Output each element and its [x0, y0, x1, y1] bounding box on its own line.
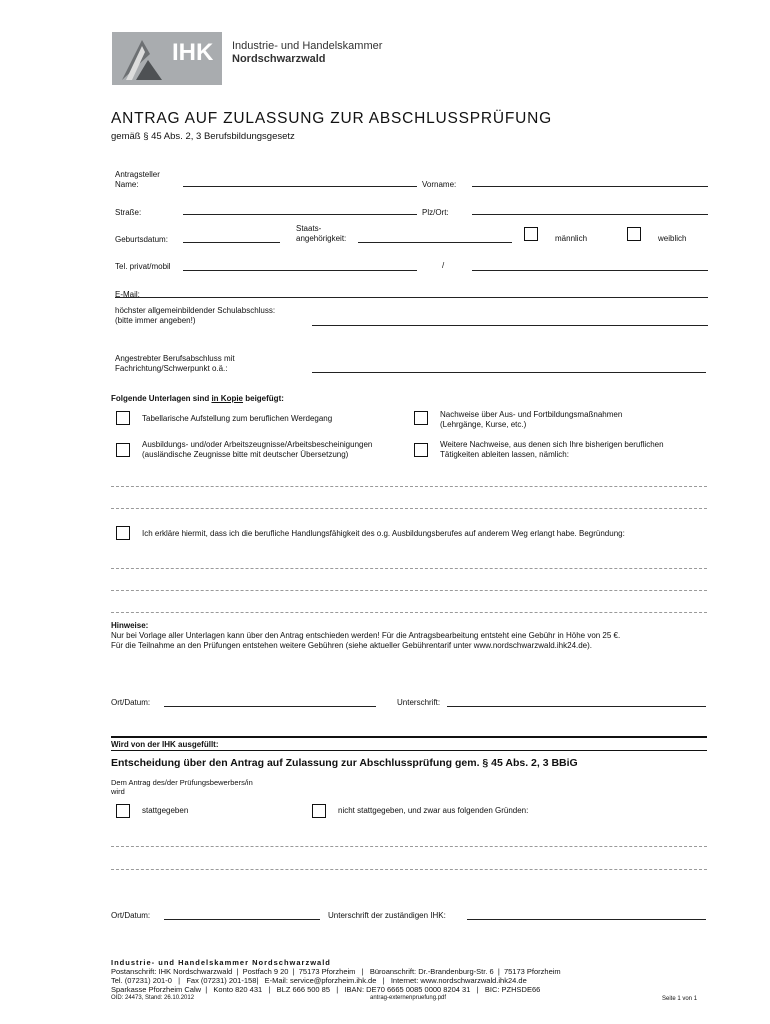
place-date-label: Ort/Datum:	[111, 698, 151, 707]
ihk-logo	[112, 32, 222, 85]
email-label: E-Mail:	[115, 290, 140, 299]
nationality-label-2: angehörigkeit:	[296, 234, 347, 243]
reason-line-2[interactable]	[111, 590, 707, 591]
zip-city-field[interactable]	[472, 214, 708, 215]
female-checkbox[interactable]	[627, 227, 641, 241]
street-field[interactable]	[183, 214, 417, 215]
signature-label: Unterschrift:	[397, 698, 441, 707]
firstname-label: Vorname:	[422, 180, 457, 189]
training-proof-label-2: (Lehrgänge, Kurse, etc.)	[440, 420, 527, 429]
nationality-label-1: Staats-	[296, 224, 322, 233]
email-field[interactable]	[115, 297, 708, 298]
rejected-label: nicht stattgegeben, und zwar aus folgenden Gründen:	[338, 806, 529, 815]
reason-line-3[interactable]	[111, 612, 707, 613]
ihk-place-date-label: Ort/Datum:	[111, 911, 151, 920]
ihk-signature-field[interactable]	[467, 919, 706, 920]
footer-line-3: Sparkasse Pforzheim Calw | Konto 820 431 | BLZ 666 500 85 | IBAN: DE70 6665 0085 0000 8204 31 | BIC: PZHSDE66	[111, 985, 541, 994]
certificates-checkbox[interactable]	[116, 443, 130, 457]
notes-line-1: Nur bei Vorlage aller Unterlagen kann über den Antrag entschieden werden! Für die Antragsbearbeitung entsteht eine Gebühr in Höhe von 25 €.	[111, 631, 621, 640]
approved-checkbox[interactable]	[116, 804, 130, 818]
decision-sub-1: Dem Antrag des/der Prüfungsbewerbers/in	[111, 778, 253, 787]
footer-line-1: Postanschrift: IHK Nordschwarzwald | Postfach 9 20 | 75173 Pforzheim | Büroanschrift: Dr.-Brandenburg-Str. 6 | 75173 Pforzheim	[111, 967, 561, 976]
profession-field[interactable]	[312, 372, 706, 373]
page-title: ANTRAG AUF ZULASSUNG ZUR ABSCHLUSSPRÜFUNG	[111, 110, 553, 127]
birthdate-field[interactable]	[183, 242, 280, 243]
ihk-section-heading: Wird von der IHK ausgefüllt:	[111, 740, 219, 749]
profession-label-1: Angestrebter Berufsabschluss mit	[115, 354, 235, 363]
cv-label: Tabellarische Aufstellung zum beruflichen Werdegang	[142, 414, 333, 423]
phone-separator: /	[442, 261, 445, 270]
mountain-logo-icon	[112, 32, 172, 85]
attachments-heading-post: beigefügt:	[243, 394, 284, 403]
page-subtitle: gemäß § 45 Abs. 2, 3 Berufsbildungsgesetz	[111, 131, 295, 142]
further-proof-checkbox[interactable]	[414, 443, 428, 457]
footer-page-number: Seite 1 von 1	[662, 996, 698, 1002]
nationality-field[interactable]	[358, 242, 512, 243]
rejection-reason-line-1[interactable]	[111, 846, 707, 847]
school-label-1: höchster allgemeinbildender Schulabschluss:	[115, 306, 276, 315]
rejected-checkbox[interactable]	[312, 804, 326, 818]
signature-field[interactable]	[447, 706, 706, 707]
footer-line-2: Tel. (07231) 201-0 | Fax (07231) 201-158| E-Mail: service@pforzheim.ihk.de | Internet: www.nordschwarzwald.ihk24.de	[111, 976, 527, 985]
school-label-2: (bitte immer angeben!)	[115, 316, 196, 325]
ihk-place-date-field[interactable]	[164, 919, 320, 920]
footer-filename: antrag-externenpruefung.pdf	[370, 995, 447, 1001]
applicant-heading: Antragsteller	[115, 170, 160, 179]
training-proof-checkbox[interactable]	[414, 411, 428, 425]
further-proof-label-1: Weitere Nachweise, aus denen sich Ihre bisherigen beruflichen	[440, 440, 664, 449]
further-proof-line-1[interactable]	[111, 486, 707, 487]
ihk-section-divider	[111, 736, 707, 738]
attachments-heading	[111, 394, 284, 404]
male-label: männlich	[555, 234, 588, 243]
approved-label: stattgegeben	[142, 806, 189, 815]
attachments-heading-pre: Folgende Unterlagen sind	[111, 394, 212, 403]
footer-org: Industrie- und Handelskammer Nordschwarzwald	[111, 958, 331, 967]
birthdate-label: Geburtsdatum:	[115, 235, 168, 244]
attachments-heading-underlined: in Kopie	[211, 394, 244, 403]
notes-line-2: Für die Teilnahme an den Prüfungen entstehen weitere Gebühren (siehe aktueller Gebührentarif unter www.nordschwarzwald.ihk24.de).	[111, 641, 593, 650]
declaration-text: Ich erkläre hiermit, dass ich die berufliche Handlungsfähigkeit des o.g. Ausbildungsberufes auf anderem Weg erlangt habe. Begründung:	[142, 529, 625, 538]
street-label: Straße:	[115, 208, 142, 217]
reason-line-1[interactable]	[111, 568, 707, 569]
decision-title: Entscheidung über den Antrag auf Zulassung zur Abschlussprüfung gem. § 45 Abs. 2, 3 BBiG	[111, 757, 578, 769]
training-proof-label-1: Nachweise über Aus- und Fortbildungsmaßnahmen	[440, 410, 623, 419]
decision-sub-2: wird	[111, 787, 125, 796]
ihk-signature-label: Unterschrift der zuständigen IHK:	[328, 911, 446, 920]
declaration-checkbox[interactable]	[116, 526, 130, 540]
logo-abbr: IHK	[172, 39, 214, 66]
logo-line1: Industrie- und Handelskammer	[232, 40, 383, 52]
profession-label-2: Fachrichtung/Schwerpunkt o.ä.:	[115, 364, 228, 373]
name-label: Name:	[115, 180, 139, 189]
zip-label: Plz/Ort:	[422, 208, 449, 217]
phone-label: Tel. privat/mobil	[115, 262, 171, 271]
phone-field[interactable]	[183, 270, 417, 271]
ihk-heading-divider	[111, 750, 707, 751]
certificates-label-1: Ausbildungs- und/oder Arbeitszeugnisse/Arbeitsbescheinigungen	[142, 440, 373, 449]
firstname-field[interactable]	[472, 186, 708, 187]
place-date-field[interactable]	[164, 706, 376, 707]
mobile-field[interactable]	[472, 270, 708, 271]
name-field[interactable]	[183, 186, 417, 187]
logo-line2: Nordschwarzwald	[232, 53, 326, 65]
further-proof-line-2[interactable]	[111, 508, 707, 509]
female-label: weiblich	[658, 234, 687, 243]
cv-checkbox[interactable]	[116, 411, 130, 425]
logo-text	[232, 40, 382, 66]
school-field[interactable]	[312, 325, 708, 326]
rejection-reason-line-2[interactable]	[111, 869, 707, 870]
further-proof-label-2: Tätigkeiten ableiten lassen, nämlich:	[440, 450, 569, 459]
certificates-label-2: (ausländische Zeugnisse bitte mit deutscher Übersetzung)	[142, 450, 349, 459]
footer-oid: OID: 24473, Stand: 26.10.2012	[111, 995, 195, 1001]
male-checkbox[interactable]	[524, 227, 538, 241]
notes-heading: Hinweise:	[111, 621, 149, 630]
